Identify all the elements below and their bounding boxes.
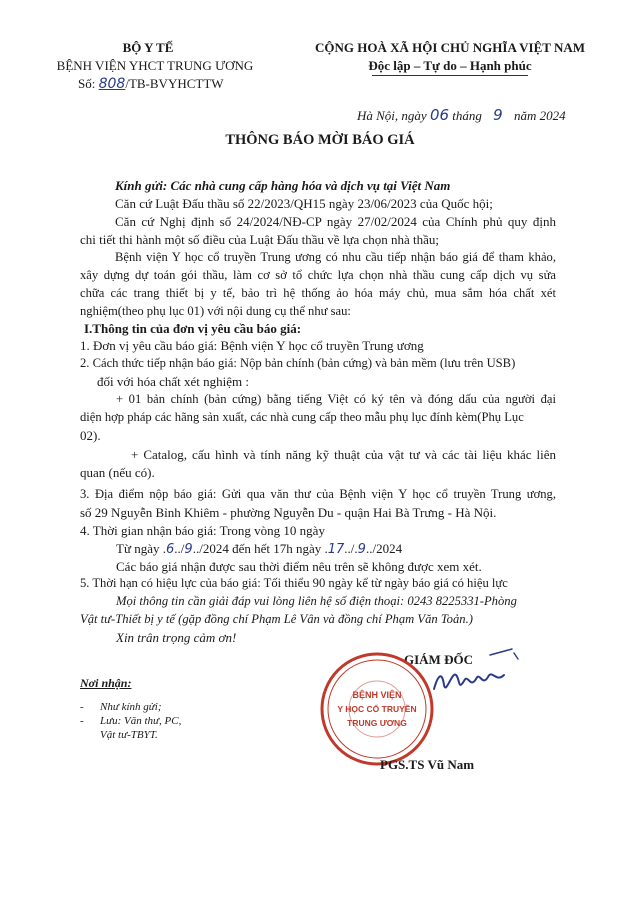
number-suffix: /TB-BVYHCTTW xyxy=(125,76,224,91)
date-month-label: tháng xyxy=(452,108,482,123)
receiving-period xyxy=(116,541,402,557)
paragraph-3-line-1: Bệnh viện Y học cổ truyền Trung ương có nhu cầu tiếp nhận báo giá để tham khảo, xyxy=(115,250,556,264)
recipients-line-2 xyxy=(80,714,181,728)
seal-line-2: Y HỌC CỔ TRUYỀN xyxy=(337,704,417,714)
to-date: .17../.9.. xyxy=(324,541,373,557)
ministry-name: BỘ Y TẾ xyxy=(122,40,174,55)
date-month: 9 xyxy=(493,106,503,124)
section-1-item-4: 4. Thời gian nhận báo giá: Trong vòng 10 ngày xyxy=(80,523,325,538)
date-day: 06 xyxy=(429,106,450,124)
document-number xyxy=(78,76,224,92)
recipients-line-3-text: Vật tư-TBYT. xyxy=(100,729,158,741)
from-date: .6../9.. xyxy=(162,541,200,557)
number-prefix: Số: xyxy=(78,76,96,91)
paragraph-2-line-2: chi tiết thi hành một số điều của Luật Đấu thầu về lựa chọn nhà thầu; xyxy=(80,232,440,247)
recipient-line: Kính gửi: Các nhà cung cấp hàng hóa và dịch vụ tại Việt Nam xyxy=(115,178,451,193)
section-1-heading: I.Thông tin của đơn vị yêu cầu báo giá: xyxy=(84,321,302,336)
contact-line-1: Mọi thông tin cần giải đáp vui lòng liên hệ số điện thoại: 0243 8225331-Phòng xyxy=(116,594,517,608)
recipients-list xyxy=(80,700,181,742)
list-dash: - xyxy=(80,715,84,727)
signer-title: GIÁM ĐỐC xyxy=(404,652,473,667)
to-month: 9 xyxy=(357,542,366,557)
from-rest: /2024 đến hết 17h ngày xyxy=(199,541,322,556)
section-1-item-2-line-1: 2. Cách thức tiếp nhận báo giá: Nộp bản chính (bản cứng) và bản mềm (lưu trên USB) xyxy=(80,356,516,370)
section-1-item-1: 1. Đơn vị yêu cầu báo giá: Bệnh viện Y học cổ truyền Trung ương xyxy=(80,338,424,353)
recipients-line-3 xyxy=(80,728,181,742)
number-handwritten: 808 xyxy=(98,76,126,92)
hospital-name: BỆNH VIỆN YHCT TRUNG ƯƠNG xyxy=(56,58,254,73)
country-name: CỘNG HOÀ XÃ HỘI CHỦ NGHĨA VIỆT NAM xyxy=(314,40,586,55)
thanks-line: Xin trân trọng cảm ơn! xyxy=(116,630,237,645)
section-1-item-2-line-5: 02). xyxy=(80,428,101,443)
from-day: 6 xyxy=(166,542,175,557)
paragraph-3-line-4: nghiệm(theo phụ lục 01) với nội dung cụ thể như sau: xyxy=(80,304,351,318)
handwritten-signature xyxy=(430,645,525,700)
section-1-item-2-line-2: đối với hóa chất xét nghiệm : xyxy=(97,374,250,389)
section-1-item-2-line-6: + Catalog, cấu hình và tính năng kỹ thuật của vật tư và các tài liệu khác liên xyxy=(131,447,556,462)
seal-line-1: BỆNH VIỆN xyxy=(352,690,402,700)
date-year: năm 2024 xyxy=(513,108,566,123)
from-month: 9 xyxy=(184,542,193,557)
from-label: Từ ngày xyxy=(116,541,160,556)
contact-line-2: Vật tư-Thiết bị y tế (gặp đồng chí Phạm Lê Vân và đồng chí Phạm Văn Toản.) xyxy=(80,612,473,626)
paragraph-2-line-1: Căn cứ Nghị định số 24/2024/NĐ-CP ngày 27/02/2024 của Chính phủ quy định xyxy=(115,214,556,229)
section-1-item-5: 5. Thời hạn có hiệu lực của báo giá: Tối thiểu 90 ngày kể từ ngày báo giá có hiệu lực xyxy=(80,576,508,590)
recipients-heading: Nơi nhận: xyxy=(80,676,132,690)
signer-name: PGS.TS Vũ Nam xyxy=(380,757,475,772)
section-1-item-2-line-3: + 01 bản chính (bản cứng) bằng tiếng Việt có ký tên và đóng dấu của người đại xyxy=(116,392,556,406)
paragraph-3-line-3: chữa các trang thiết bị y tế, bảo trì hệ thống ảo hóa máy chủ, mua sắm hóa chất xét xyxy=(80,286,556,300)
section-1-item-2-line-4: diện hợp pháp các hãng sản xuất, các nhà cung cấp theo mẫu phụ lục đính kèm(Phụ Lục xyxy=(80,410,524,424)
recipients-line-1 xyxy=(80,700,181,714)
official-seal xyxy=(318,650,436,768)
paragraph-3-line-2: xây dựng dự toán gói thầu, làm cơ sở tổ chức lựa chọn nhà thầu cung cấp dịch vụ sửa xyxy=(80,268,556,282)
seal-line-3: TRUNG ƯƠNG xyxy=(347,718,407,728)
date-prefix: Hà Nội, ngày xyxy=(357,108,427,123)
to-day: 17 xyxy=(327,542,345,557)
document-title: THÔNG BÁO MỜI BÁO GIÁ xyxy=(225,132,415,148)
national-motto: Độc lập – Tự do – Hạnh phúc xyxy=(368,58,532,73)
list-dash: - xyxy=(80,701,84,713)
section-1-item-3-line-1: 3. Địa điểm nộp báo giá: Gửi qua văn thư của Bệnh viện Y học cổ truyền Trung ương, xyxy=(80,487,556,501)
paragraph-1: Căn cứ Luật Đấu thầu số 22/2023/QH15 ngày 23/06/2023 của Quốc hội; xyxy=(115,196,493,211)
motto-underline xyxy=(372,75,528,76)
issue-date xyxy=(357,106,566,124)
section-1-item-4-note: Các báo giá nhận được sau thời điểm nêu trên sẽ không được xem xét. xyxy=(116,559,482,574)
recipients-line-2-text: Lưu: Văn thư, PC, xyxy=(100,715,182,727)
section-1-item-2-line-7: quan (nếu có). xyxy=(80,465,155,480)
to-rest: /2024 xyxy=(372,541,403,556)
recipients-line-1-text: Như kính gửi; xyxy=(100,701,162,713)
section-1-item-3-line-2: số 29 Nguyễn Bỉnh Khiêm - phường Nguyễn Du - quận Hai Bà Trưng - Hà Nội. xyxy=(80,505,497,520)
